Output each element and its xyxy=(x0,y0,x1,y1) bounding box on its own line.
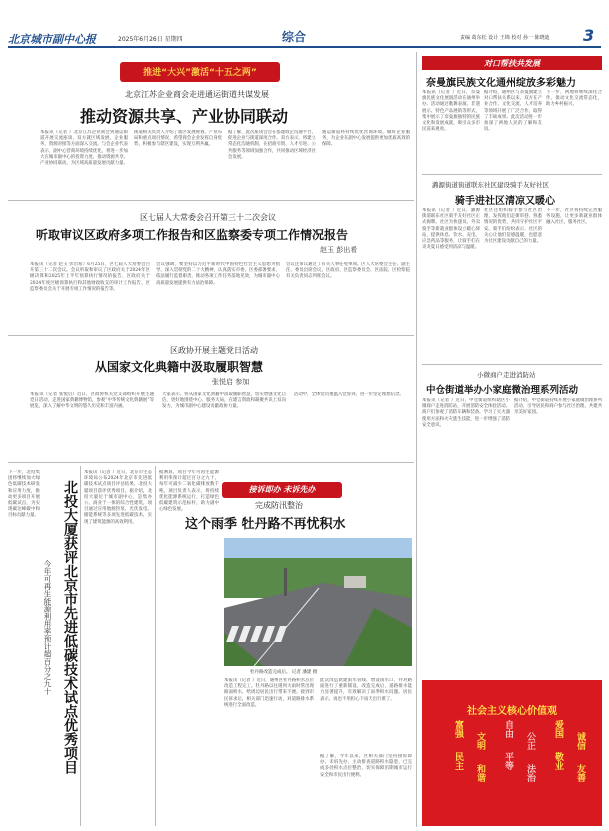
lead-body-col2: 街道相关负责人介绍了辖区发展规划、产业布局和重点项目情况，希望商会企业发挥自身优势，积极参与辖区建设，实现互利共赢。 xyxy=(134,130,222,148)
culture-body-col1: 本报讯（记者 张悦启）近日，区政协机关党支部组织开展主题党日活动，走进国家典籍博物馆，参观“中华传统文化典籍展”等展览，深入了解中华文明的悠久历史和丰富内涵。 xyxy=(30,392,154,410)
section-divider xyxy=(422,174,602,175)
value-item: 民主 xyxy=(453,752,463,770)
peony-kicker: 完成防汛整治 xyxy=(255,501,303,510)
core-values-poster xyxy=(422,680,602,826)
culture-headline: 从国家文化典籍中汲取履职智慧 xyxy=(95,360,264,374)
value-item: 诚信 xyxy=(575,732,585,750)
section-header xyxy=(422,56,602,70)
peony-headline: 这个雨季 牡丹路不再忧积水 xyxy=(185,517,346,532)
value-item: 和谐 xyxy=(475,764,485,782)
vertical-subheadline: 今年可再生能源利用率预计超百分之九十 xyxy=(43,560,52,695)
section-divider xyxy=(8,200,414,201)
culture-body-col2: 大家表示，将从国家文化典籍中汲取履职智慧，切实增强文化自信，更好地围绕中心、服务大局，在建言资政和凝聚共识上双向发力，为城市副中心建设贡献政协力量。 xyxy=(162,392,286,410)
lead-kicker: 北京江苏企业商会走进通运街道共谋发展 xyxy=(125,90,269,99)
lead-body-col4: 通运街道将持续优化营商环境，做好企业服务，为企业在副中心发展提供更加优质高效的保障。 xyxy=(322,130,410,148)
value-item: 富强 xyxy=(453,720,463,738)
npc-byline: 赵玉 彭出希 xyxy=(320,246,358,254)
core-values-title: 社会主义核心价值观 xyxy=(467,706,557,717)
value-item: 友善 xyxy=(575,764,585,782)
npc-body-col2: 会议强调，要坚持以习近平新时代中国特色社会主义思想为指导，深入贯彻党的二十大精神，认真落实市委、区委部署要求，依法履行监督职责，推动各项工作任务落地见效，为城市副中心高质量发展提供有力法治保障。 xyxy=(156,262,280,286)
rider-body-col2: 社区还组织骑手参与社区治理，发挥他们走街串巷、熟悉情况的优势，共同守护社区平安。骑手们纷纷表示，社区的关心让他们倍感温暖，也愿意为社区建设贡献自己的力量。 xyxy=(484,208,542,245)
culture-byline: 张悦启 参加 xyxy=(212,378,250,386)
culture-body-col3: 活动中，全体党员重温入党誓词，进一步坚定理想信念。 xyxy=(294,392,404,397)
photo-caption: 牡丹路改造完成后。 记者 潘建 摄 xyxy=(250,670,318,675)
npc-headline: 听取审议区政府多项工作报告和区监察委专项工作情况报告 xyxy=(36,228,349,242)
lead-body-col1: 本报讯（记者 ）北京江苏企业商会到通运街道开展交流座谈，双方就区域发展、企业服务、资源对接等方面深入交流。与会企业代表表示，副中心营商环境持续优化，将进一步加大在城市副中心的投资力度，推动资源共享、产业协同联动，为区域高质量发展贡献力量。 xyxy=(40,130,128,167)
topic-banner xyxy=(120,62,280,82)
rider-kicker: 潞源街道街道联东社区建设骑手友好社区 xyxy=(432,181,549,189)
masthead xyxy=(0,0,609,44)
section-name: 综合 xyxy=(282,30,307,44)
column-divider xyxy=(80,466,81,826)
value-item: 平等 xyxy=(503,752,513,770)
rider-headline: 骑手进社区清凉又暖心 xyxy=(455,196,555,207)
zhongcang-body-col1: 本报讯（记者 ）近日，中仓街道组织辖区小微商户走进消防站，开展消防安全体验活动。商户们参观了消防车辆和装备，学习了灭火器使用方法和火灾逃生技能，进一步增强了消防安全意识。 xyxy=(422,398,510,428)
lead-headline: 推动资源共享、产业协同联动 xyxy=(80,107,289,126)
value-item: 自由 xyxy=(503,720,513,738)
column-divider xyxy=(416,52,417,827)
peony-body-col1: 本报讯（记者 ）近日，通州区牡丹路积水点位改造工程完工。牡丹路以往遇到大雨时常出现路面积水，给周边居民出行带来不便。接到市民诉求后，相关部门迅速行动，对道路排水系统进行全面改造。 xyxy=(224,678,314,708)
npc-body-col1: 本报讯（记者 赵玉 彭出希）6月25日，区七届人大常委会召开第三十二次会议。会议听取和审议了区政府关于2024年区级决算和2025年上半年预算执行情况的报告、区政府关于2024年度区级预算执行和其他财政收支的审计工作报告、区监察委员会关于开展专项工作情况的报告等。 xyxy=(30,262,150,292)
zhongcang-headline: 中仓街道举办小家庭微治理系列活动 xyxy=(426,385,579,396)
naiman-body-col2: 据介绍，通州区与奈曼旗建立对口帮扶关系以来，双方在产业合作、文化交流、人才培养等领域开展了广泛合作，取得了丰硕成果。此次活动进一步加深了两地人民的了解和友谊。 xyxy=(484,90,542,133)
editors-credit: 责编 葛东松 设计 王锦 校对 孙一 陈晓迪 xyxy=(460,35,550,41)
people-banner xyxy=(222,482,342,498)
value-item: 法治 xyxy=(525,764,535,782)
masthead-divider xyxy=(8,46,601,48)
peony-body-col3: 据了解，今年以来，区相关部门坚持接诉即办、未诉先办，主动排查道路积水隐患，已完成多处积水点位整治，切实保障汛期城市运行安全和市民出行便利。 xyxy=(320,754,412,778)
section-divider xyxy=(422,364,602,365)
peony-body-col2: 此次改造新建雨水管线、增设雨水口，并对路面进行了重新铺设。改造完成后，道路排水能力显著提升，有效解决了雨季积水问题。居民表示，再也不用担心下雨天出行难了。 xyxy=(320,678,412,702)
rider-body-col1: 本报讯（记者 ）近日，潞源街道联东社区骑手友好社区正式揭牌。社区为快递员、外卖骑手等新就业群体设立暖心驿站，提供休息、饮水、充电、应急药品等服务，让骑手们在炎炎夏日感受到清凉与温暖。 xyxy=(422,208,480,251)
road-photo xyxy=(224,538,412,666)
page-number: 3 xyxy=(583,26,595,45)
vertical-headline: 北投大厦获评北京市先进低碳技术试点优秀项目 xyxy=(62,480,78,774)
culture-kicker: 区政协开展主题党日活动 xyxy=(170,346,258,355)
vertical-body-col0: 下一步，北投集团将继续加大绿色低碳技术研发和应用力度，推动更多项目开展低碳试点，为实现碳达峰碳中和目标贡献力量。 xyxy=(8,470,40,519)
value-item: 文明 xyxy=(475,732,485,750)
section-divider xyxy=(8,462,414,463)
zhongcang-body-col2: 据介绍，中仓街道持续开展小家庭微治理系列活动，引导居民和商户参与社区治理，共建共享美好家园。 xyxy=(514,398,602,416)
vertical-body-col2: 据测算，项目今年可再生能源利用率预计超过百分之九十，每年可减少二氧化碳排放数千吨。项目负责人表示，将持续优化能源系统运行，打造绿色低碳建筑示范标杆，助力副中心绿色发展。 xyxy=(159,470,219,513)
vertical-body-col1: 本报讯（记者 ）近日，北京市生态环境局公布2024年北京市先进低碳技术试点项目评估结果，北投大厦项目获评优秀项目。据介绍，北投大厦位于城市副中心，是集办公、商业于一体的综合性建筑，项目通过应用地源热泵、光伏发电、储能系统等多项先进低碳技术，实现了建筑能源的高效利用。 xyxy=(84,470,152,525)
section-divider xyxy=(8,335,414,336)
masthead-date: 2025年6月26日 星期四 xyxy=(118,36,183,43)
people-banner-text: 接诉即办 未诉先办 xyxy=(248,485,316,494)
section-header-text: 对口帮扶共发展 xyxy=(484,59,540,68)
naiman-body-col1: 本报讯（记者 ）近日，奈曼旗民族文化展演活动在通州举办。活动通过歌舞表演、非遗展示、特色产品展销等形式，集中展示了奈曼旗独特的民族文化和发展成就，吸引众多市民前来观看。 xyxy=(422,90,480,133)
value-item: 爱国 xyxy=(553,720,563,738)
naiman-body-col3: 下一步，两地将继续深化合作，推动文化交流常态化，助力乡村振兴。 xyxy=(546,90,602,108)
npc-kicker: 区七届人大常委会召开第三十二次会议 xyxy=(140,213,276,222)
masthead-title: 北京城市副中心报 xyxy=(8,33,96,46)
column-divider xyxy=(155,466,156,826)
value-item: 公正 xyxy=(525,732,535,750)
topic-banner-text: 推进“大兴”激活“十五之两” xyxy=(143,68,257,78)
rider-body-col3: 下一步，社区将持续完善服务设施，让更多新就业群体融入社区、服务社区。 xyxy=(546,208,602,226)
naiman-headline: 奈曼旗民族文化通州绽放多彩魅力 xyxy=(426,78,576,89)
lead-body-col3: 据了解，此次座谈会旨在搭建政企沟通平台，促进企业与街道深度合作。双方表示，将建立常态化沟通机制，在招商引资、人才引进、公共服务等领域加强合作，共同推动区域经济社会发展。 xyxy=(228,130,316,160)
value-item: 敬业 xyxy=(553,752,563,770)
npc-body-col3: 会议还审议通过了有关人事任免事项。区人大常委会主任、副主任、委员出席会议，区政府、区监察委员会、区法院、区检察院有关负责同志列席会议。 xyxy=(286,262,410,280)
zhongcang-kicker: 小微商户走进消防站 xyxy=(477,371,536,379)
road-illustration xyxy=(224,538,412,666)
